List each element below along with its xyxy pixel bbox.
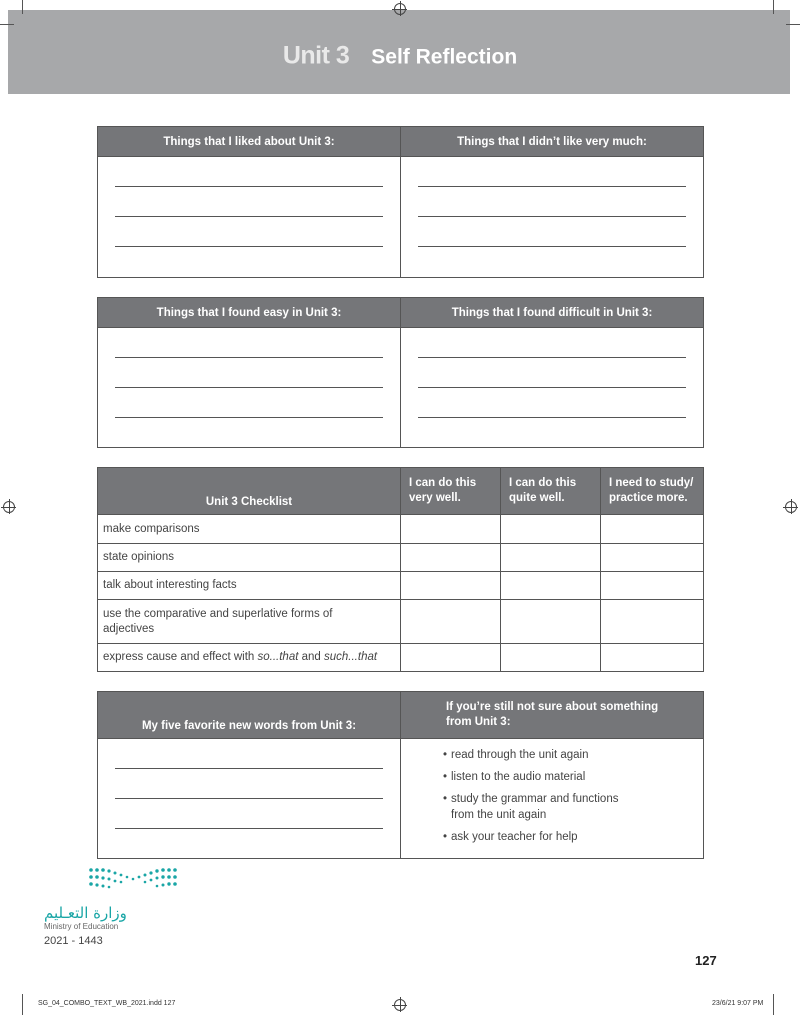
unit-label: Unit 3 [282, 41, 350, 70]
difficult-header: Things that I found difficult in Unit 3: [401, 298, 704, 328]
section-title: Self Reflection [371, 45, 518, 69]
crop-mark [22, 0, 23, 14]
checklist-row [98, 644, 704, 672]
writing-line [115, 417, 383, 418]
academic-year: 2021 - 1443 [44, 935, 103, 947]
crop-mark [773, 0, 774, 14]
column-label: quite well. [509, 492, 565, 504]
checklist-cell-quite-well[interactable] [501, 515, 601, 544]
item-text: and [298, 651, 324, 663]
checklist-cell-need-study[interactable] [601, 515, 704, 544]
favorites-header: My five favorite new words from Unit 3: [98, 692, 401, 739]
tips-cell [401, 739, 704, 859]
writing-line [418, 186, 686, 187]
checklist-item: talk about interesting facts [98, 572, 401, 600]
checklist-item: make comparisons [98, 515, 401, 544]
checklist-cell-quite-well[interactable] [501, 572, 601, 600]
checklist-title: Unit 3 Checklist [98, 468, 401, 515]
list-item [443, 747, 703, 763]
tip-text: read through the unit again [451, 749, 589, 761]
list-item [443, 769, 703, 785]
checklist-cell-very-well[interactable] [401, 644, 501, 672]
checklist-row [98, 515, 704, 544]
tips-list [401, 739, 703, 845]
crop-mark [773, 994, 774, 1015]
registration-mark-bottom [394, 999, 406, 1011]
registration-mark-left [3, 501, 15, 513]
checklist-cell-very-well[interactable] [401, 515, 501, 544]
writing-line [115, 186, 383, 187]
column-label: I need to study/ [609, 477, 694, 489]
footer-file-name: SG_04_COMBO_TEXT_WB_2021.indd 127 [38, 1000, 176, 1007]
checklist-cell-need-study[interactable] [601, 600, 704, 644]
registration-mark-right [785, 501, 797, 513]
favorites-table [97, 691, 704, 859]
tip-text: study the grammar and functions [451, 793, 619, 805]
difficult-writing-area[interactable] [401, 328, 704, 448]
easy-writing-area[interactable] [98, 328, 401, 448]
liked-table [97, 126, 704, 278]
item-text: use the comparative and superlative forms of [103, 607, 333, 620]
tip-text: listen to the audio material [451, 771, 586, 783]
column-label: very well. [409, 492, 461, 504]
page-number: 127 [695, 953, 717, 968]
column-quite-well [501, 468, 601, 515]
writing-line [418, 417, 686, 418]
writing-line [418, 387, 686, 388]
disliked-writing-area[interactable] [401, 157, 704, 278]
tips-header-line: from Unit 3: [446, 716, 511, 728]
column-label: I can do this [509, 477, 577, 489]
page-title [0, 42, 800, 71]
item-text: express cause and effect with [103, 651, 258, 663]
ministry-logo-icon [88, 866, 180, 892]
checklist-item [98, 600, 401, 644]
column-need-study [601, 468, 704, 515]
column-label: practice more. [609, 492, 688, 504]
checklist-cell-need-study[interactable] [601, 572, 704, 600]
writing-line [115, 798, 383, 799]
item-emphasis: so...that [257, 651, 299, 663]
registration-mark-top [394, 3, 406, 15]
checklist-table [97, 467, 704, 672]
checklist-cell-very-well[interactable] [401, 544, 501, 572]
checklist-row [98, 572, 704, 600]
checklist-cell-need-study[interactable] [601, 644, 704, 672]
writing-line [115, 768, 383, 769]
checklist-row [98, 600, 704, 644]
list-item [443, 791, 703, 823]
ministry-name-arabic: وزارة التعـليم [44, 904, 127, 922]
column-very-well [401, 468, 501, 515]
writing-line [418, 246, 686, 247]
liked-writing-area[interactable] [98, 157, 401, 278]
writing-line [115, 246, 383, 247]
tip-text: from the unit again [451, 809, 547, 821]
checklist-cell-quite-well[interactable] [501, 600, 601, 644]
checklist-row [98, 544, 704, 572]
easy-table [97, 297, 704, 448]
list-item [443, 829, 703, 845]
tips-header-line: If you’re still not sure about something [446, 701, 659, 713]
item-text: adjectives [103, 622, 155, 635]
crop-mark [786, 24, 800, 25]
easy-header: Things that I found easy in Unit 3: [98, 298, 401, 328]
writing-line [115, 387, 383, 388]
writing-line [115, 216, 383, 217]
column-label: I can do this [409, 477, 477, 489]
crop-mark [22, 994, 23, 1015]
footer-date: 23/6/21 9:07 PM [712, 1000, 764, 1007]
checklist-item [98, 644, 401, 672]
writing-line [115, 828, 383, 829]
crop-mark [0, 24, 14, 25]
checklist-cell-quite-well[interactable] [501, 644, 601, 672]
checklist-cell-very-well[interactable] [401, 572, 501, 600]
checklist-cell-need-study[interactable] [601, 544, 704, 572]
writing-line [418, 216, 686, 217]
checklist-cell-quite-well[interactable] [501, 544, 601, 572]
ministry-name-english: Ministry of Education [44, 922, 119, 931]
checklist-item: state opinions [98, 544, 401, 572]
checklist-cell-very-well[interactable] [401, 600, 501, 644]
liked-header: Things that I liked about Unit 3: [98, 127, 401, 157]
writing-line [115, 357, 383, 358]
tip-text: ask your teacher for help [451, 831, 578, 843]
disliked-header: Things that I didn’t like very much: [401, 127, 704, 157]
favorites-writing-area[interactable] [98, 739, 401, 859]
tips-header [401, 692, 704, 739]
item-emphasis: such...that [324, 651, 378, 663]
writing-line [418, 357, 686, 358]
